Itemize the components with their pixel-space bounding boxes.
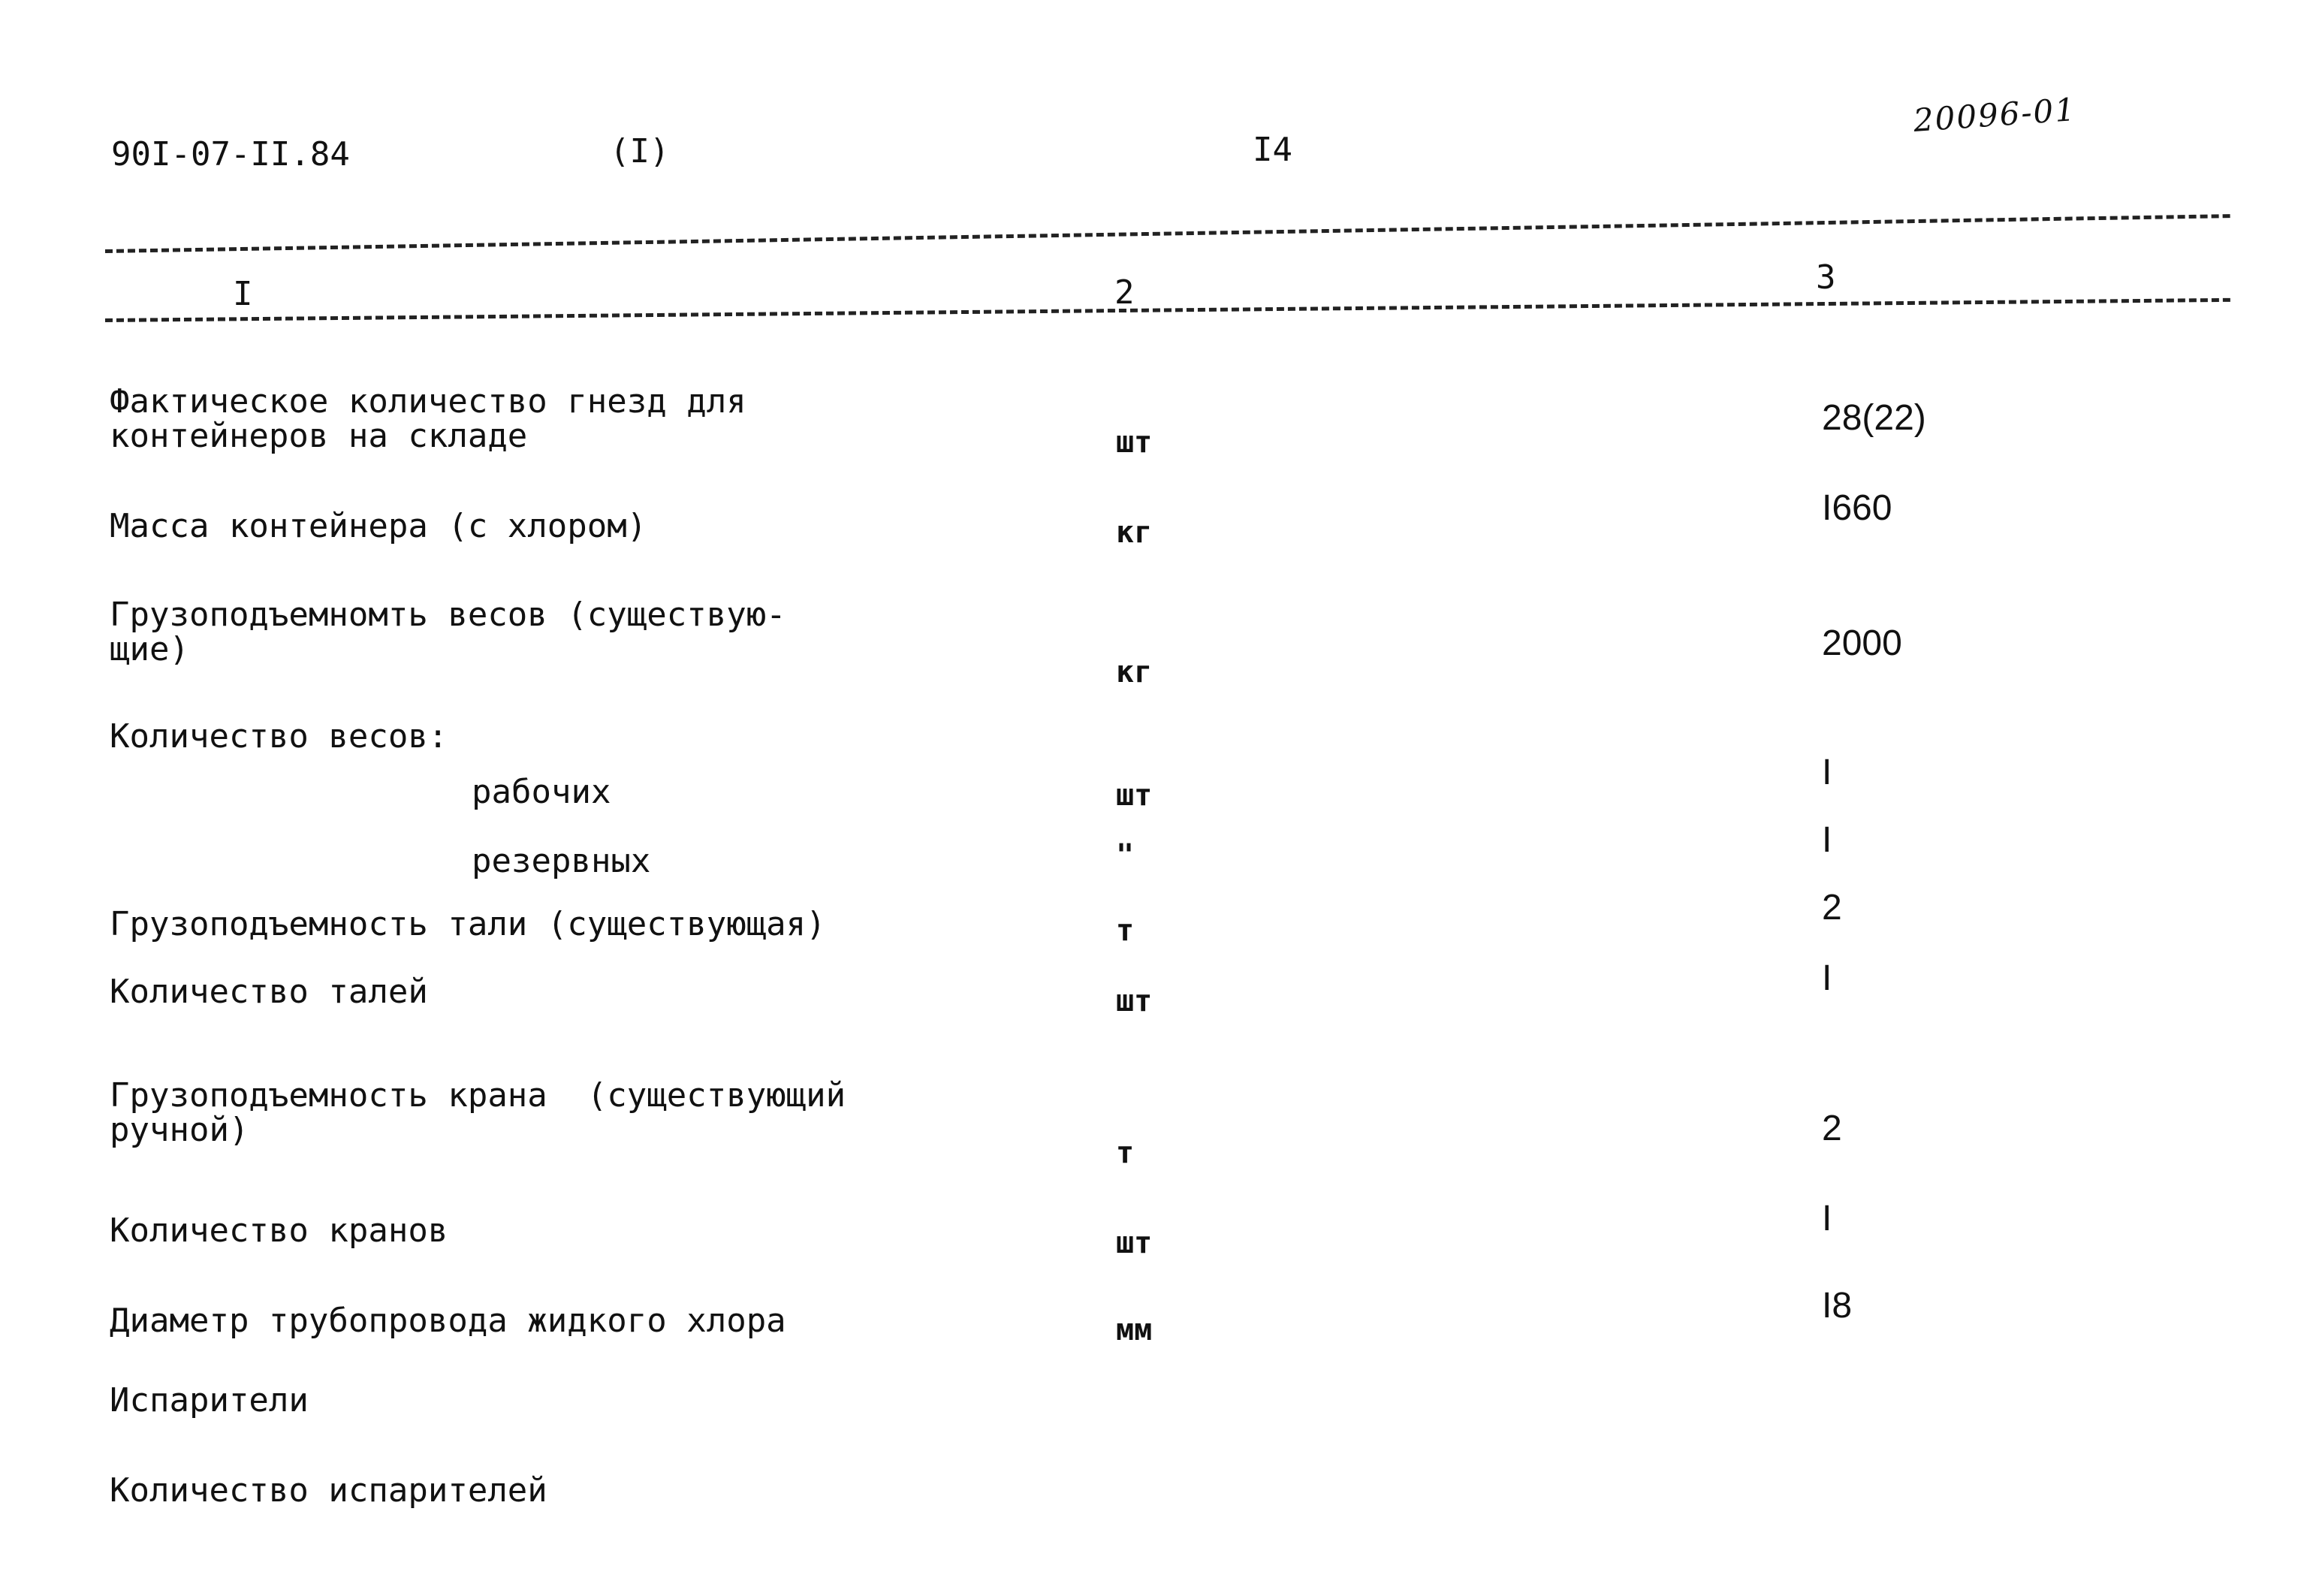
archive-stamp-number: 20096-01 [1912, 90, 2078, 139]
row-parameter: Грузоподъемномть весов (существую- щие) [110, 596, 786, 668]
row-parameter: Фактическое количество гнезд для контейнеров на складе [110, 382, 746, 455]
row-value: 2000 [1822, 623, 1902, 663]
row-parameter: Грузоподъемность тали (существующая) [110, 905, 826, 943]
row-unit: мм [1116, 1313, 1153, 1347]
row-unit: т [1116, 1136, 1135, 1170]
row-value: 2 [1822, 1109, 1842, 1148]
row-unit: шт [1116, 425, 1153, 460]
row-unit: т [1116, 913, 1135, 948]
row-value: I8 [1822, 1286, 1853, 1326]
row-value: 2 [1822, 888, 1842, 928]
row-parameter: Масса контейнера (с хлором) [110, 507, 647, 545]
column-number-1: I [233, 275, 253, 313]
row-value: I [1822, 958, 1832, 998]
row-unit: кг [1116, 515, 1153, 550]
row-value: I660 [1822, 488, 1892, 528]
row-parameter: Диаметр трубопровода жидкого хлора [110, 1302, 786, 1340]
table-header-rule [105, 298, 2230, 322]
part-number: (I) [610, 132, 670, 170]
row-value: 28(22) [1822, 398, 1926, 438]
row-unit: шт [1116, 1226, 1153, 1260]
row-parameter: резервных [472, 842, 651, 880]
row-parameter: Количество весов: [110, 717, 448, 756]
table-top-rule [105, 214, 2230, 253]
page-number: I4 [1253, 131, 1292, 169]
row-unit: шт [1116, 778, 1153, 813]
row-unit: кг [1116, 655, 1153, 689]
row-value: I [1822, 1199, 1832, 1238]
document-code: 90I-07-II.84 [111, 135, 350, 173]
column-number-3: 3 [1816, 258, 1836, 297]
row-value: I [1822, 753, 1832, 792]
column-number-2: 2 [1114, 273, 1135, 312]
row-unit: шт [1116, 984, 1153, 1018]
row-value: I [1822, 820, 1832, 860]
row-parameter: рабочих [472, 773, 611, 811]
row-parameter: Грузоподъемность крана (существующий ручной) [110, 1076, 846, 1149]
row-parameter: Количество кранов [110, 1211, 448, 1250]
row-unit: " [1116, 838, 1135, 873]
row-parameter: Количество талей [110, 973, 428, 1011]
row-parameter: Количество испарителей [110, 1471, 547, 1510]
row-parameter: Испарители [110, 1381, 309, 1420]
